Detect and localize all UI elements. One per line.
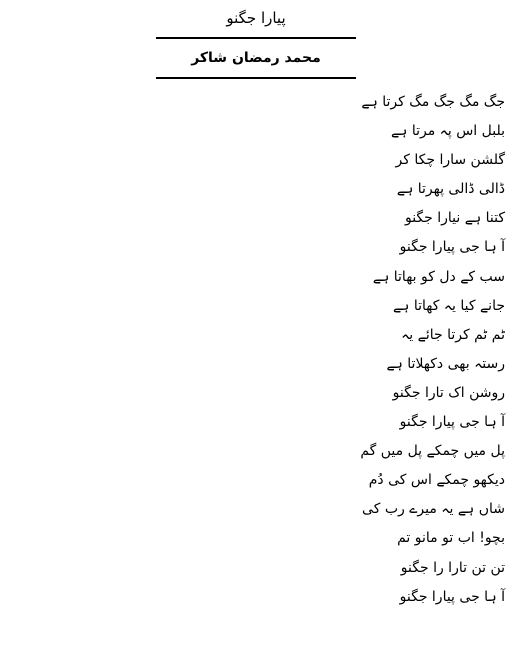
poem-line: رستہ بھی دکھلاتا ہے bbox=[386, 355, 505, 372]
poem-author: محمد رمضان شاکر bbox=[191, 50, 321, 66]
poem-lines bbox=[0, 88, 512, 612]
title-divider-bottom bbox=[156, 77, 356, 79]
poem-line: ڈالی ڈالی پھرتا ہے bbox=[396, 181, 505, 198]
poem-line: آ ہا جی پیارا جگنو bbox=[399, 588, 505, 605]
poem-line: سب کے دل کو بھاتا ہے bbox=[372, 268, 505, 285]
poem-line: بچو! اب تو مانو تم bbox=[397, 530, 505, 547]
poem-line: شاں ہے یہ میرے رب کی bbox=[362, 501, 505, 518]
poem-line: پل میں چمکے پل میں گم bbox=[360, 443, 505, 460]
poem-line: گلشن سارا چکا کر bbox=[395, 152, 505, 169]
poem-line: آ ہا جی پیارا جگنو bbox=[399, 239, 505, 256]
poem-line: روشن اک تارا جگنو bbox=[392, 384, 505, 401]
poem-line: ٹم ٹم کرتا جائے یہ bbox=[401, 326, 505, 343]
poem-line: جانے کیا یہ کھاتا ہے bbox=[392, 297, 505, 314]
poem-line: دیکھو چمکے اس کی دُم bbox=[368, 472, 505, 489]
title-divider-top bbox=[156, 37, 356, 39]
poem-line: کتنا ہے نیارا جگنو bbox=[404, 210, 505, 227]
poem-line: بلبل اس پہ مرتا ہے bbox=[390, 123, 505, 140]
poem-line: جگ مگ جگ مگ کرتا ہے bbox=[361, 94, 505, 110]
poem-line: آ ہا جی پیارا جگنو bbox=[399, 414, 505, 431]
poem-title: پیارا جگنو bbox=[226, 9, 286, 27]
poem-line: تن تن تارا را جگنو bbox=[400, 559, 505, 576]
